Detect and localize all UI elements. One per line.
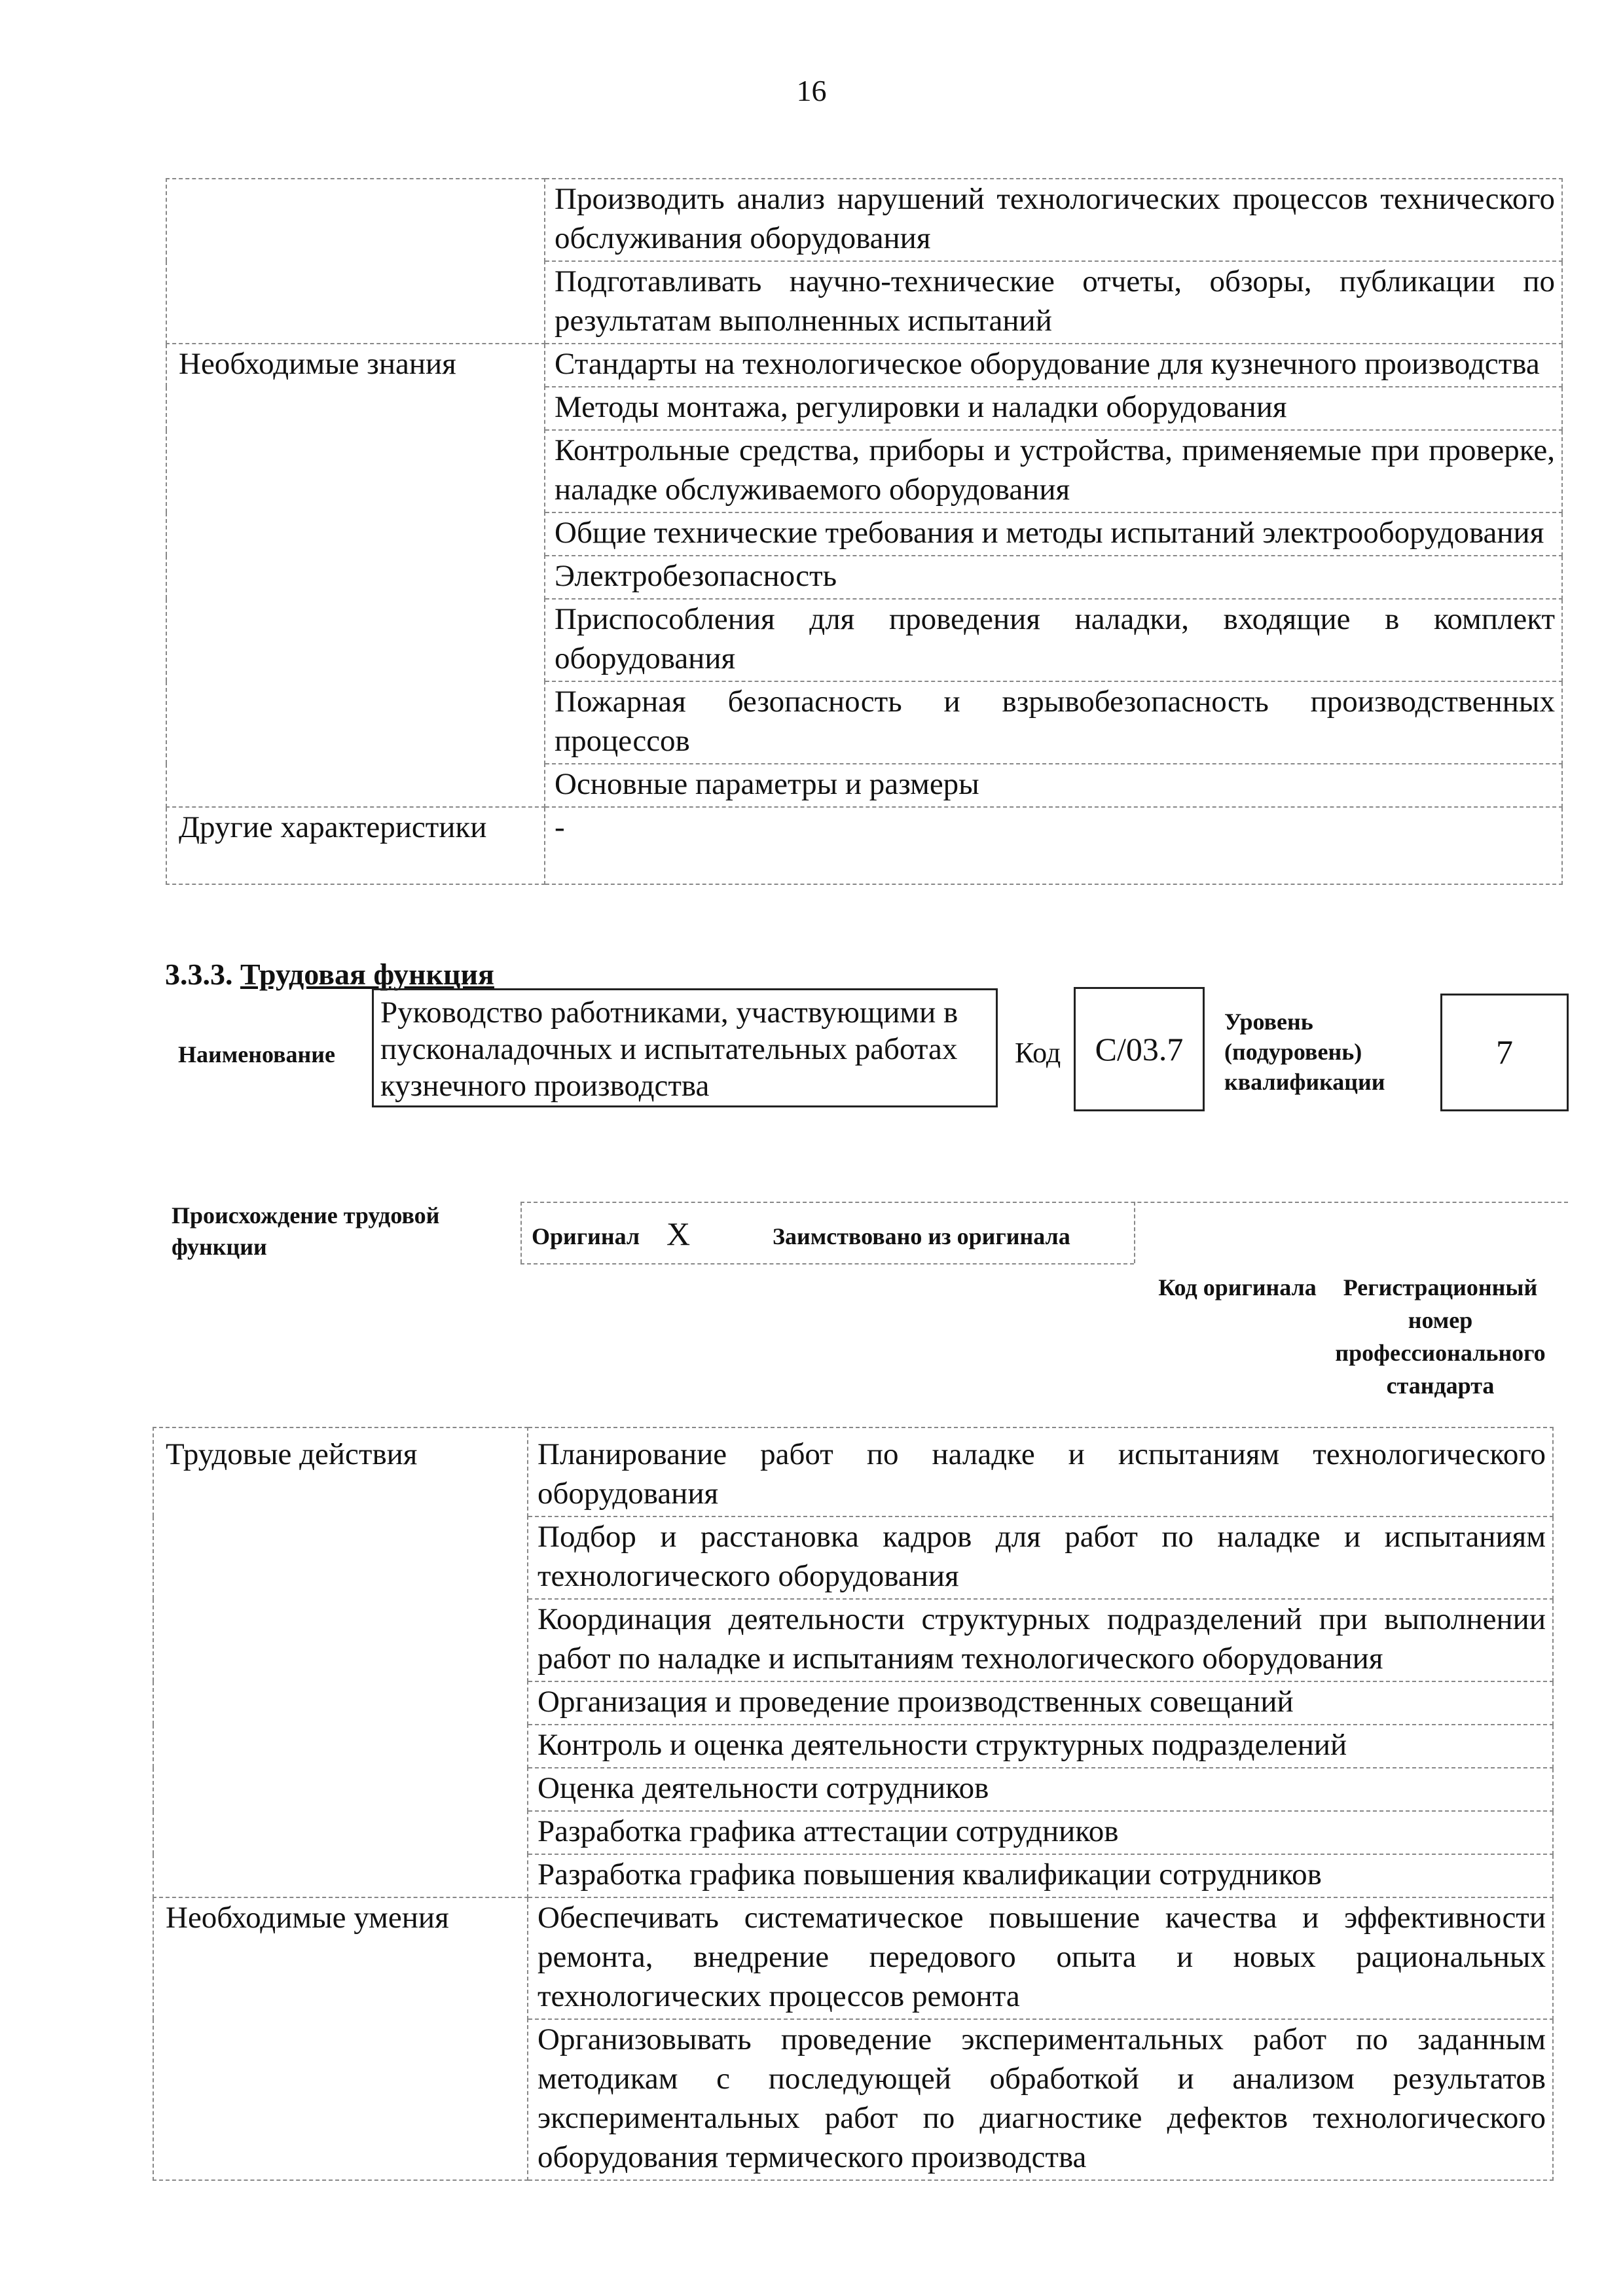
- table-cell: Электробезопасность: [545, 556, 1562, 599]
- table-cell: Оценка деятельности сотрудников: [528, 1768, 1553, 1811]
- code-value: C/03.7: [1095, 1031, 1184, 1067]
- labor-function-table: [153, 1427, 1554, 2181]
- table-row: [166, 807, 1562, 884]
- table-cell: Разработка графика повышения квалификации сотрудников: [528, 1854, 1553, 1897]
- borrowed-label: Заимствовано из оригинала: [773, 1223, 1070, 1249]
- table-cell: Основные параметры и размеры: [545, 764, 1562, 807]
- origin-left-line: [520, 1202, 522, 1263]
- table-cell: -: [545, 807, 1562, 884]
- table-cell: Планирование работ по наладке и испытаниям технологического оборудования: [528, 1427, 1553, 1516]
- origin-mid-line: [1134, 1202, 1135, 1263]
- origin-top-line: [520, 1202, 1568, 1203]
- table-row: [153, 1897, 1553, 2019]
- section-heading: [165, 957, 494, 992]
- table-cell: Приспособления для проведения наладки, входящие в комплект оборудования: [545, 599, 1562, 681]
- function-name-value: Руководство работниками, участвующими в пусконаладочных и испытательных работах кузнечного производства: [380, 996, 958, 1103]
- table-cell: Методы монтажа, регулировки и наладки оборудования: [545, 387, 1562, 430]
- table-cell: Обеспечивать систематическое повышение качества и эффективности ремонта, внедрение передового опыта и новых рациональных технологических процессов ремонта: [528, 1897, 1553, 2019]
- table-row: [153, 1427, 1553, 1516]
- table-cell: Контроль и оценка деятельности структурных подразделений: [528, 1725, 1553, 1768]
- code-original-label: Код оригинала: [1158, 1274, 1317, 1300]
- table-cell: Подготавливать научно-технические отчеты, обзоры, публикации по результатам выполненных испытаний: [545, 261, 1562, 344]
- table-row: [166, 179, 1562, 261]
- table-row: [166, 344, 1562, 387]
- level-value-box: [1440, 994, 1569, 1111]
- level-label: Уровень (подуровень) квалификации: [1224, 1009, 1385, 1095]
- table-cell: Стандарты на технологическое оборудование для кузнечного производства: [545, 344, 1562, 387]
- name-label: Наименование: [178, 1041, 335, 1067]
- original-mark: X: [666, 1215, 691, 1252]
- reg-number-label: Регистрационный номер профессионального стандарта: [1335, 1274, 1546, 1399]
- table-cell: Организация и проведение производственных совещаний: [528, 1681, 1553, 1725]
- table-cell: Разработка графика аттестации сотрудников: [528, 1811, 1553, 1854]
- origin-label: Происхождение трудовой функции: [172, 1202, 440, 1260]
- row-label-actions: Трудовые действия: [153, 1427, 528, 1897]
- page-number: 16: [796, 74, 827, 107]
- row-label-knowledge: Необходимые знания: [166, 344, 545, 807]
- level-value: 7: [1496, 1033, 1513, 1071]
- requirements-table-continued: [166, 178, 1563, 885]
- origin-bottom-line: [520, 1263, 1134, 1265]
- table-cell: Производить анализ нарушений технологических процессов технического обслуживания оборудования: [545, 179, 1562, 261]
- table-cell: Координация деятельности структурных подразделений при выполнении работ по наладке и испытаниям технологического оборудования: [528, 1599, 1553, 1681]
- table-cell: Подбор и расстановка кадров для работ по наладке и испытаниям технологического оборудования: [528, 1516, 1553, 1599]
- table-cell: Пожарная безопасность и взрывобезопасность производственных процессов: [545, 681, 1562, 764]
- function-name-box: [372, 988, 998, 1107]
- table-cell: Организовывать проведение экспериментальных работ по заданным методикам с последующей обработкой и анализом результатов экспериментальных работ по диагностике дефектов технологического оборудования термического производства: [528, 2019, 1553, 2180]
- row-label-skills: Необходимые умения: [153, 1897, 528, 2180]
- section-title: Трудовая функция: [240, 958, 494, 991]
- row-label: [166, 179, 545, 344]
- table-cell: Контрольные средства, приборы и устройства, применяемые при проверке, наладке обслуживаемого оборудования: [545, 430, 1562, 512]
- code-value-box: [1074, 987, 1205, 1111]
- section-number: 3.3.3.: [165, 958, 233, 991]
- table-cell: Общие технические требования и методы испытаний электрооборудования: [545, 512, 1562, 556]
- original-label: Оригинал: [532, 1223, 640, 1249]
- code-label: Код: [1015, 1037, 1061, 1069]
- row-label-other: Другие характеристики: [166, 807, 545, 884]
